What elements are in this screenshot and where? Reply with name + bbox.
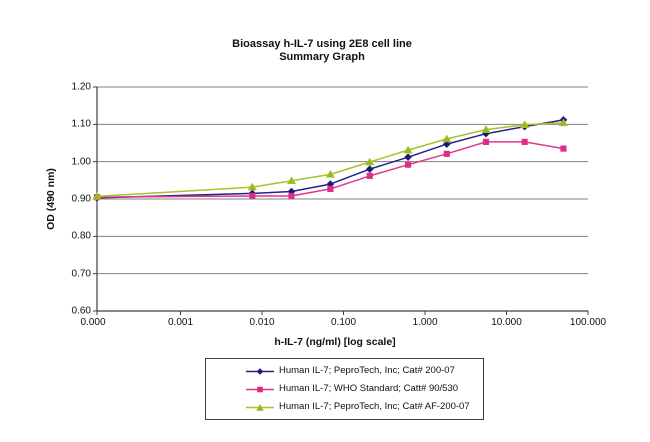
y-tick-label: 1.10 (71, 118, 91, 130)
legend-item-label: Human IL-7; WHO Standard; Catt# 90/530 (279, 383, 459, 394)
series-1-marker (367, 173, 373, 179)
legend-key-diamond-icon (245, 367, 275, 376)
x-tick-label: 0.000 (80, 317, 106, 328)
x-tick-label: 0.010 (249, 317, 275, 328)
legend-key-square-icon (245, 385, 275, 394)
chart-title-line2: Summary Graph (279, 51, 365, 63)
series-1-marker (561, 146, 567, 152)
legend-key-triangle-icon (245, 403, 275, 412)
series-1-marker (289, 193, 295, 199)
y-tick-label: 1.00 (71, 156, 91, 168)
y-tick-label: 1.20 (71, 81, 91, 93)
y-tick-label: 0.90 (71, 193, 91, 205)
y-axis-label: OD (490 nm) (45, 168, 57, 230)
legend-item (245, 366, 479, 376)
legend-item-label: Human IL-7; PeproTech, Inc; Cat# AF-200-07 (279, 401, 470, 412)
y-tick-label: 0.80 (71, 230, 91, 242)
series-1-marker (483, 139, 489, 145)
y-tick-label: 0.70 (71, 268, 91, 280)
chart-title-line1: Bioassay h-IL-7 using 2E8 cell line (232, 38, 412, 50)
series-1-marker (444, 151, 450, 157)
series-0-marker (366, 166, 373, 173)
x-tick-label: 0.100 (330, 317, 357, 328)
series-0-marker (405, 154, 412, 161)
series-1-marker (249, 193, 255, 199)
legend (205, 358, 484, 420)
x-tick-label: 1.000 (412, 317, 438, 328)
x-tick-label: 0.001 (167, 317, 194, 328)
legend-item (245, 384, 479, 394)
x-tick-label: 100.000 (569, 317, 607, 328)
legend-item (245, 402, 479, 412)
series-1-marker (522, 139, 528, 145)
series-1-marker (328, 186, 334, 192)
y-tick-label: 0.60 (71, 305, 91, 317)
legend-item-label: Human IL-7; PeproTech, Inc; Cat# 200-07 (279, 365, 455, 376)
x-axis-label: h-IL-7 (ng/ml) [log scale] (274, 336, 396, 348)
x-tick-label: 10.000 (491, 317, 522, 328)
series-1-marker (405, 162, 411, 168)
